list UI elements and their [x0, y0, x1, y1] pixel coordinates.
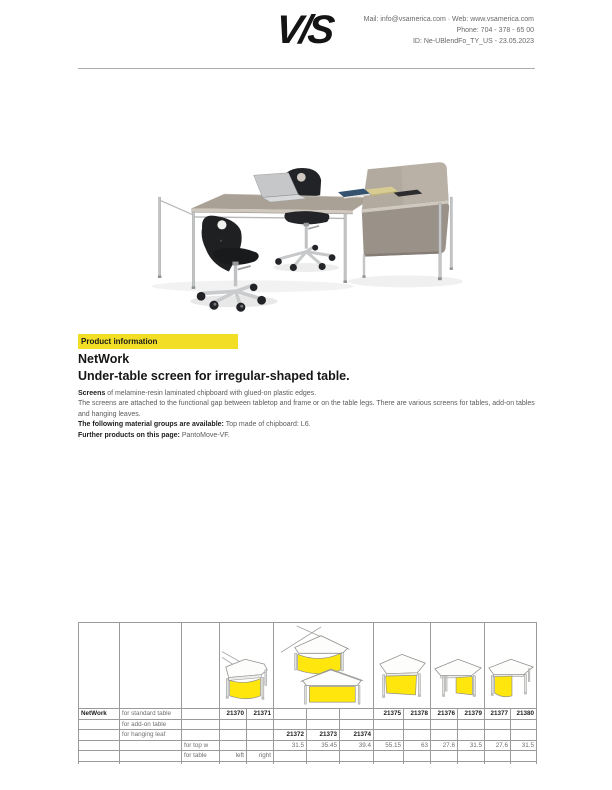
header-divider — [78, 68, 535, 69]
contact-block — [364, 15, 534, 47]
description-line: Screens of melamine-resin laminated chipboard with glued-on plastic edges. — [78, 390, 317, 397]
table-row: for hanging leaf 21372 21373 21374 — [79, 730, 537, 741]
diagram-trapezoid-right-screen — [431, 623, 485, 709]
diagram-header-row — [79, 623, 537, 709]
standard-table — [158, 194, 373, 289]
description-line: The screens are attached to the functional gap between tabletop and frame or on the table legs. There are various screens for tables, add-on tables and hanging leaves. — [78, 400, 535, 418]
product-subtitle: Under-table screen for irregular-shaped table. — [78, 369, 350, 383]
diagram-corner-and-double-table — [274, 623, 374, 709]
document-id: ID: Ne-UBlendFo_TY_US - 23.05.2023 — [412, 37, 534, 45]
description-line: The following material groups are available: Top made of chipboard: L6. — [78, 421, 311, 429]
description-line: Further products on this page: PantoMove-VF. — [78, 431, 230, 439]
table-cutoff-row — [79, 761, 537, 764]
table-row: for table left right — [79, 751, 537, 762]
order-table — [78, 622, 536, 764]
diagram-trapezoid-full-screen — [374, 623, 431, 709]
irregular-table-with-screen — [362, 162, 453, 280]
brand-cell: NetWork — [79, 709, 120, 720]
table-row: for add-on table — [79, 719, 537, 730]
diagram-trapezoid-left-screen — [485, 623, 537, 709]
product-name: NetWork — [78, 352, 130, 366]
table-row: for top w 31.5 35.45 39.4 55.15 63 27.6 31.5 27.6 31.5 — [79, 740, 537, 751]
product-photo — [140, 82, 535, 330]
contact-mail-web: Mail: info@vsamerica.com · Web: www.vsamerica.com — [363, 16, 534, 23]
table-row: NetWork for standard table 21370 21371 21375 21378 21376 21379 21377 21380 — [79, 709, 537, 720]
section-label: Product information — [78, 334, 238, 349]
chair-middle — [275, 211, 335, 271]
diagram-irregular-table — [220, 623, 274, 709]
product-description — [78, 389, 536, 441]
vs-logo: V/S — [273, 8, 334, 52]
contact-phone: Phone: 704 - 378 - 65 00 — [456, 26, 534, 34]
